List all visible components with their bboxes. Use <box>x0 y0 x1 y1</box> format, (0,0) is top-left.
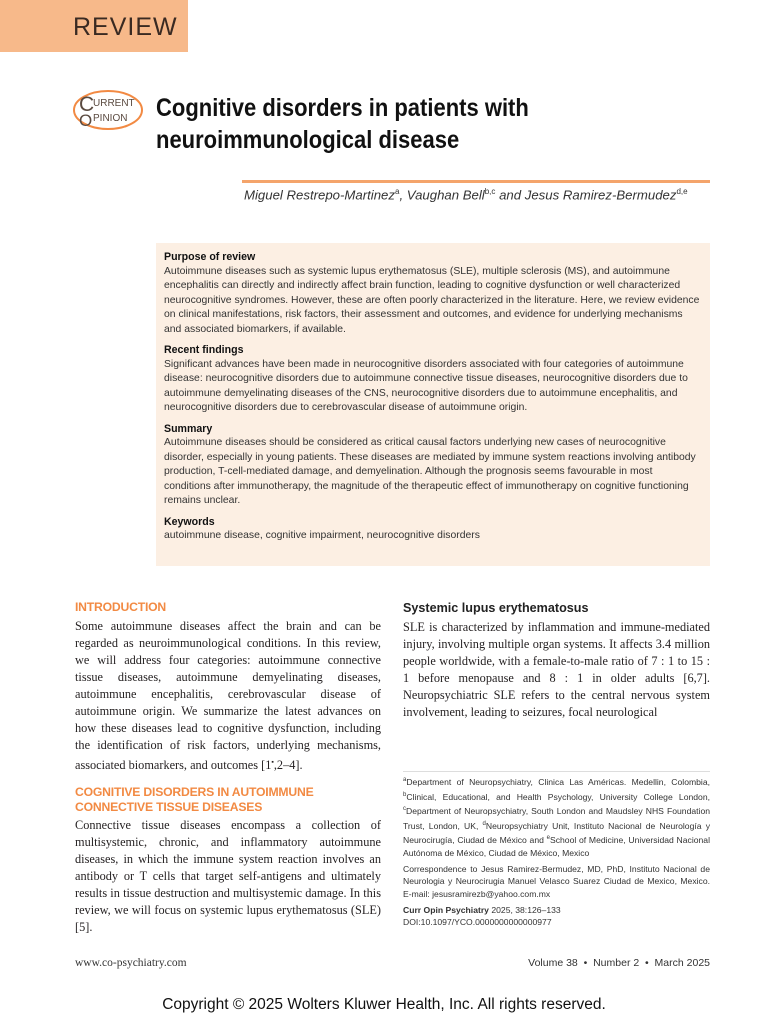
affiliation-c: Department of Neuropsychiatry, South London and Maudsley NHS Foundation Trust, London, UK, <box>403 805 710 831</box>
sle-paragraph: SLE is characterized by inflammation and immune-mediated injury, involving multiple organ systems. It affects 3.4 million people worldwide, with a female-to-male ratio of 7 : 1 to 15 : 1 before menopause and 8 : 1 in older adults [6,7]. Neuropsychiatric SLE refers to the central nervous system involvement, leading to seizures, focal neurological <box>403 620 710 719</box>
current-opinion-logo-graphic <box>72 88 146 132</box>
summary-text: Autoimmune diseases should be considered as critical causal factors underlying new cases of neurocognitive disorder, especially in young patients. These diseases are mediated by immune system reactions involving antibody production, T-cell-mediated damage, and demyelination. Although the prognosis seems favourable in most conditions after immunotherapy, the magnitude of the therapeutic effect of immunotherapy on cognitive functioning remains unclear. <box>164 437 696 506</box>
author-name: Vaughan Bell <box>406 187 485 203</box>
keywords-heading: Keywords <box>164 515 215 528</box>
issue-info: Volume 38 • Number 2 • March 2025 <box>528 957 710 969</box>
author-name: Jesus Ramirez-Bermudez <box>524 187 677 203</box>
author-affiliation: a <box>394 187 400 196</box>
section-tab-label: REVIEW <box>73 13 178 41</box>
affiliation-b: Clinical, Educational, and Health Psychology, University College London, <box>406 791 710 802</box>
reference-marker: ▪ <box>271 758 274 766</box>
introduction-heading: INTRODUCTION <box>75 600 167 614</box>
affiliation-d: Neuropsychiatry Unit, Instituto Nacional de Neurología y Neurocirugía, Ciudad de México and <box>403 820 710 846</box>
author-affiliation: b,c <box>484 187 496 196</box>
purpose-heading: Purpose of review <box>164 251 256 263</box>
svg-text:O: O <box>79 111 93 130</box>
title-divider <box>242 180 710 183</box>
journal-citation <box>403 904 710 917</box>
author-name: Miguel Restrepo-Martinez <box>244 187 395 203</box>
author-affiliation: d,e <box>676 187 688 196</box>
abstract-box <box>156 243 710 566</box>
journal-url[interactable]: www.co-psychiatry.com <box>75 957 187 969</box>
left-column <box>75 600 381 936</box>
svg-text:PINION: PINION <box>93 113 128 124</box>
ctd-heading-line-2: CONNECTIVE TISSUE DISEASES <box>75 800 263 815</box>
article-title-line-1: Cognitive disorders in patients with <box>156 94 529 122</box>
right-column <box>403 600 710 721</box>
author-list <box>244 187 710 202</box>
ctd-paragraph: Connective tissue diseases encompass a collection of multisystemic, chronic, and inflammatory autoimmune diseases, in which the immune system reaction involves an antibody or T cells that target self-antigens and ultimately results in tissue destruction and multisystemic damage. In this review, we will focus on systemic lupus erythematosus (SLE) [5]. <box>75 818 381 935</box>
aff-sup: a <box>403 777 407 783</box>
journal-name: Curr Opin Psychiatry <box>403 904 489 915</box>
article-title-line-2: neuroimmunological disease <box>156 126 460 154</box>
current-opinion-logo <box>72 88 146 132</box>
aff-sup: d <box>482 820 486 827</box>
journal-cite: 2025, 38:126–133 <box>488 904 561 915</box>
doi: DOI:10.1097/YCO.0000000000000977 <box>403 917 552 928</box>
svg-text:URRENT: URRENT <box>93 98 135 109</box>
author-separator: and <box>495 187 525 203</box>
affiliation-e: School of Medicine, Universidad Nacional Autónoma de México, Ciudad de México, Mexico <box>403 835 710 858</box>
section-tab <box>0 0 188 52</box>
aff-sup: e <box>546 835 550 842</box>
ctd-heading <box>75 785 381 815</box>
author-separator: , <box>399 187 407 203</box>
footnotes <box>403 771 710 929</box>
introduction-text: Some autoimmune diseases affect the brain and can be regarded as neuroimmunological conditions. In this review, we will address four categories: autoimmune connective tissue diseases, autoimmune demyelinating diseases, autoimmune encephalitis, cerebrovascular disease of autoimmune origin. We summarize the latest advances on how these diseases lead to cognitive dysfunction, including the identification of risk factors, underlying mechanisms, associated biomarkers, and outcomes [1 <box>75 619 381 773</box>
introduction-text-end: ,2–4]. <box>273 758 303 773</box>
affiliations <box>403 774 710 860</box>
introduction-paragraph <box>75 618 381 774</box>
aff-sup: c <box>403 806 406 813</box>
keywords-text: autoimmune disease, cognitive impairment, neurocognitive disorders <box>164 530 480 541</box>
findings-heading: Recent findings <box>164 344 244 356</box>
purpose-text: Autoimmune diseases such as systemic lupus erythematosus (SLE), multiple sclerosis (MS), and autoimmune encephalitis can directly and indirectly affect brain function, leading to cognitive dysfunction or well characterized neurocognitive syndromes. However, these are often poorly characterized in the literature. Here, we review evidence on clinical manifestations, risk factors, their assessment and outcomes, and evidence for underlying mechanisms and associated biomarkers, if available. <box>164 265 700 335</box>
sle-heading: Systemic lupus erythematosus <box>403 601 589 615</box>
affiliation-a: Department of Neuropsychiatry, Clinica Las Américas. Medellin, Colombia, <box>406 776 710 787</box>
aff-sup: b <box>403 791 407 798</box>
summary-heading: Summary <box>164 422 213 435</box>
findings-text: Significant advances have been made in neurocognitive disorders associated with four categories of autoimmune disease: neurocognitive disorders due to autoimmune connective tissue diseases, neurocognitive disorders due to autoimmune demyelinating diseases of the CNS, neurocognitive disorders due to autoimmune encephalitis, and neurocognitive disorders due to cerebrovascular disease of autoimmune origin. <box>164 358 688 413</box>
article-title <box>156 92 649 156</box>
ctd-heading-line-1: COGNITIVE DISORDERS IN AUTOIMMUNE <box>75 785 314 800</box>
correspondence: Correspondence to Jesus Ramirez-Bermudez, MD, PhD, Instituto Nacional de Neurologia y Neurocirugia Manuel Velasco Suarez Ciudad de Mexico, Mexico. E-mail: jesusramirezb@yahoo.com.mx <box>403 863 710 899</box>
copyright-notice: Copyright © 2025 Wolters Kluwer Health, Inc. All rights reserved. <box>162 996 606 1013</box>
svg-text:C: C <box>79 93 95 116</box>
